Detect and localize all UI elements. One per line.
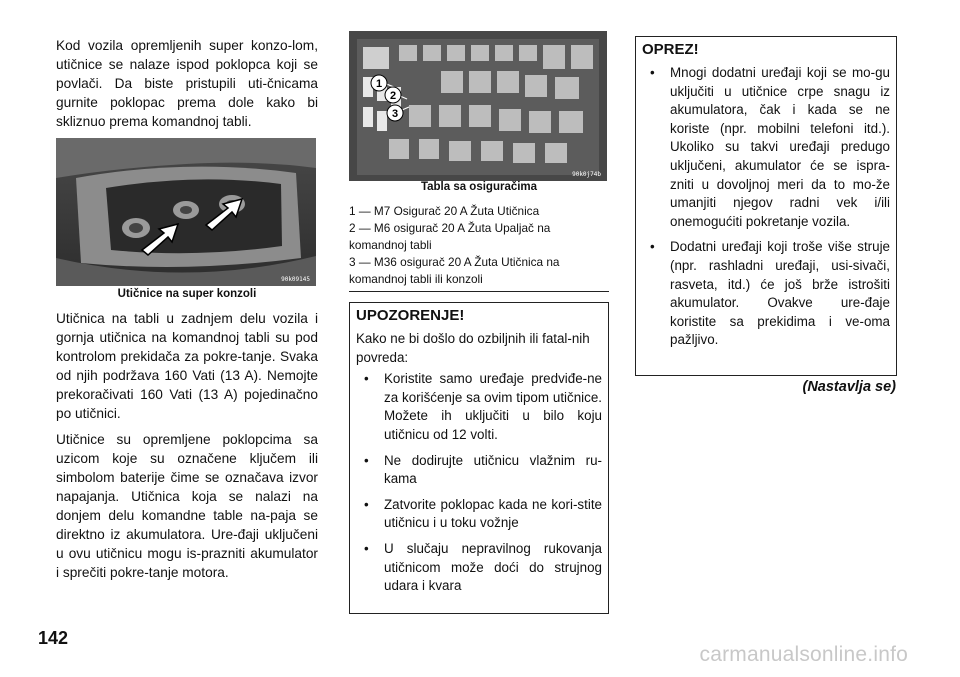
caution-title: OPREZ! (642, 41, 699, 58)
column-left (56, 0, 318, 582)
caution-box (635, 36, 897, 376)
caution-list (642, 64, 890, 350)
callout-2: 2 (389, 90, 397, 102)
intro-paragraph: Kod vozila opremljenih super konzo-lom, utičnice se nalaze ispod poklopca koji se povlači. Da biste pristupili uti-čnicama gurnite poklopac prema dole kako bi skliznuo prema komandnoj tabli. (56, 38, 318, 129)
list-item: • Ne dodirujte utičnicu vlažnim ru-kama (356, 452, 602, 489)
list-item: • Mnogi dodatni uređaji koji se mo-gu uključiti u utičnice crpe snagu iz akumulatora, čak i kada se ne koriste (npr. mobilni telefoni itd.). Ukoliko su takvi uređaji predugo uključeni, akumulator će se ispra-zniti u dovoljnoj meri da to mo-že umanjiti njegov radni vek i/ili onemogućiti pokretanje vozila. (642, 64, 890, 231)
fuse-panel-illustration (349, 31, 607, 181)
continued-label: (Nastavlja se) (802, 379, 896, 395)
page-number: 142 (38, 628, 69, 648)
warning-box (349, 302, 609, 614)
callout-3: 3 (391, 108, 399, 120)
figure-caption: Tabla sa osiguračima (420, 181, 538, 193)
column-middle (349, 0, 609, 614)
warning-intro: Kako ne bi došlo do ozbiljnih ili fatal-nih povreda: (356, 331, 590, 365)
legend-item-2: 2 — M6 osigurač 20 A Žuta Upaljač na komandnoj tabli (349, 221, 551, 252)
fuse-legend (349, 203, 609, 292)
list-item: • Koristite samo uređaje predviđe-ne za korišćenje sa ovim tipom utičnice. Možete ih uključiti u bilo koju utičnicu od 12 volti. (356, 370, 602, 444)
watermark: carmanualsonline.info (699, 643, 908, 666)
warning-title: UPOZORENJE! (356, 307, 465, 324)
figure-code: 90k0j74b (572, 171, 601, 178)
legend-item-3: 3 — M36 osigurač 20 A Žuta Utičnica na komandnoj tabli ili konzoli (349, 255, 560, 286)
outlet-cover-paragraph: Utičnice su opremljene poklopcima sa uzicom koje su označene ključem ili simbolom baterije čime se označava izvor napajanja. Utičnica koja se nalazi na donjem delu komandne table na-paja se direktno iz akumulatora. Ure-đaji uključeni u ovu utičnicu mogu is-prazniti akumulator i sprečiti pokre-tanje motora. (56, 432, 318, 580)
legend-item-1: 1 — M7 Osigurač 20 A Žuta Utičnica (349, 204, 540, 218)
list-item: • Zatvorite poklopac kada ne kori-stite utičnicu i u toku vožnje (356, 496, 602, 533)
list-item: • Dodatni uređaji koji troše više struje (npr. rashladni uređaji, usi-sivači, rasveta, itd.) će još brže istrošiti akumulator. Ovakve ure-đaje koristite sa prekidima i ve-oma pažljivo. (642, 238, 890, 350)
warning-list (356, 370, 602, 596)
console-outlets-illustration (56, 138, 316, 286)
console-outlets-photo (56, 138, 316, 286)
callout-1: 1 (375, 78, 383, 90)
list-item: • U slučaju nepravilnog rukovanja utičnicom može doći do strujnog udara i kvara (356, 540, 602, 596)
fuse-panel-photo (349, 31, 607, 181)
figure-caption: Utičnice na super konzoli (117, 288, 257, 300)
outlet-power-paragraph: Utičnica na tabli u zadnjem delu vozila i gornja utičnica na komandnoj tabli su pod kontrolom prekidača za pokre-tanje. Svaka od njih podržava 160 Vati (13 A). Nemojte prekoračivati 160 Vati (13 A) pojedinačno po utičnici. (56, 311, 318, 421)
figure-code: 90k09145 (281, 276, 310, 283)
column-right (635, 0, 897, 376)
